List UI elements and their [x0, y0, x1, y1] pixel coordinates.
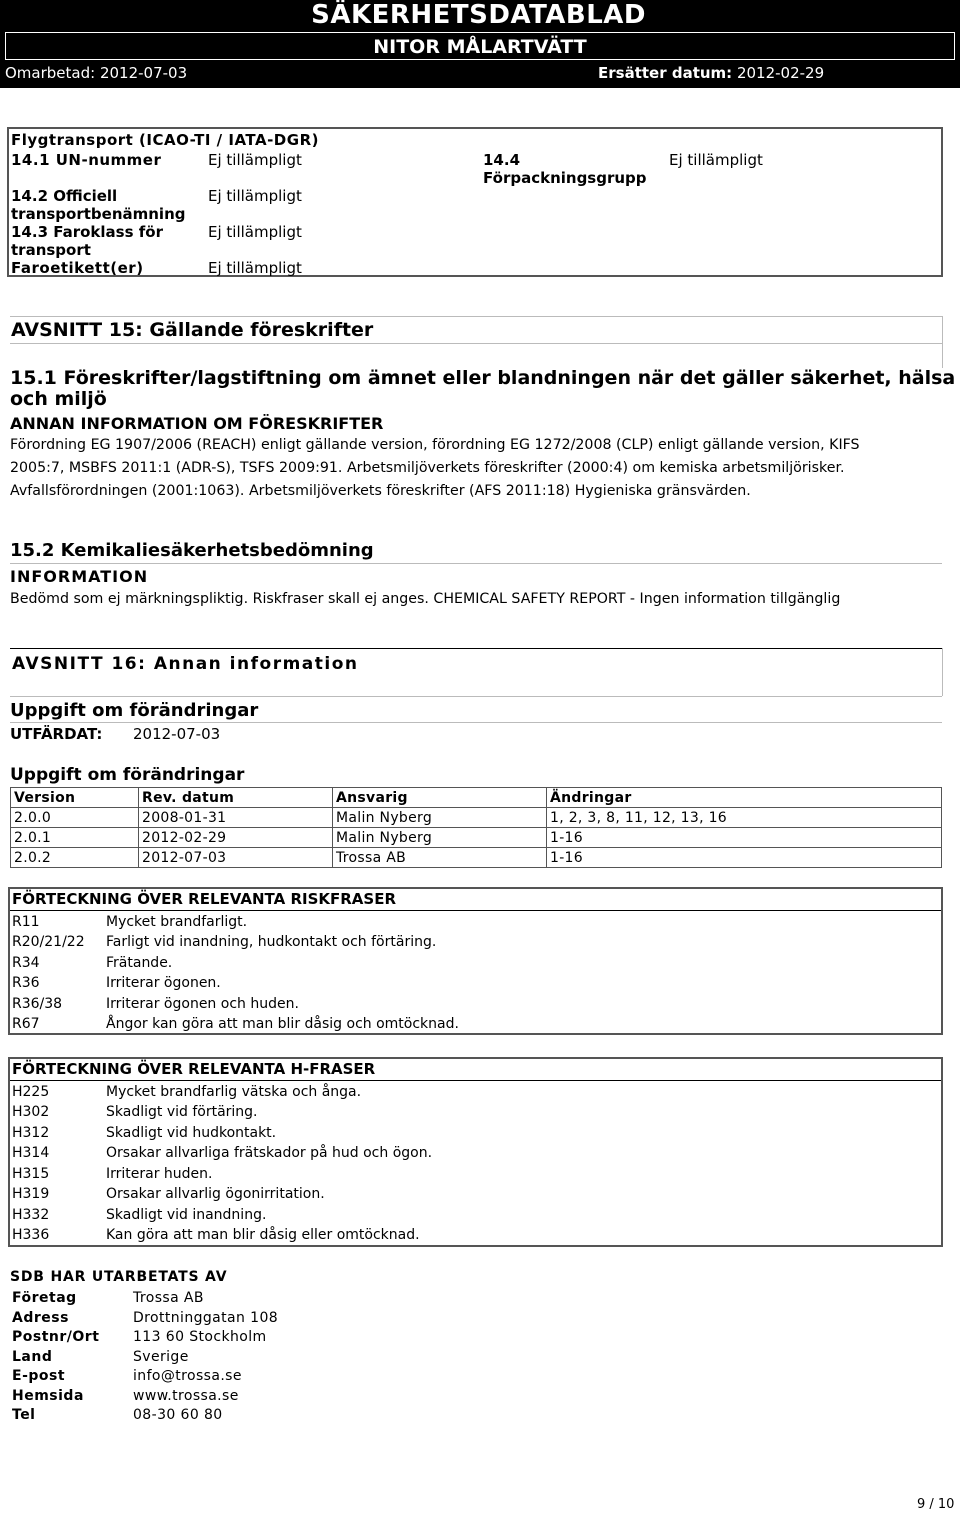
cell-version: 2.0.0	[11, 808, 139, 828]
air-transport-box	[7, 127, 943, 277]
table-row	[11, 828, 942, 848]
cell-version: 2.0.2	[11, 848, 139, 868]
author-value: Drottninggatan 108	[133, 1310, 279, 1326]
section15-1-title-line2: och miljö	[10, 388, 107, 410]
section15-bottom-rule	[10, 343, 942, 344]
issued-value: 2012-07-03	[133, 725, 221, 743]
packing-group-label-1: 14.4	[483, 151, 521, 169]
other-info-title: ANNAN INFORMATION OM FÖRESKRIFTER	[10, 414, 384, 433]
revision-table	[10, 787, 942, 868]
h-phrase-text: Skadligt vid inandning.	[106, 1207, 267, 1223]
hazard-labels-value: Ej tillämpligt	[208, 259, 302, 277]
author-value: 08-30 60 80	[133, 1407, 223, 1423]
h-phrases-title: FÖRTECKNING ÖVER RELEVANTA H-FRASER	[12, 1060, 376, 1078]
section16-top-rule	[10, 648, 942, 649]
r-phrases-title: FÖRTECKNING ÖVER RELEVANTA RISKFRASER	[12, 890, 397, 908]
product-name: NITOR MÅLARTVÄTT	[373, 36, 587, 58]
packing-group-label-2: Förpackningsgrupp	[483, 169, 647, 187]
h-phrase-code: H332	[12, 1207, 50, 1223]
author-value: Trossa AB	[133, 1290, 204, 1306]
un-number-label: 14.1 UN-nummer	[11, 151, 162, 169]
cell-responsible: Malin Nyberg	[333, 808, 547, 828]
revised-label: Omarbetad:	[5, 64, 96, 82]
cell-version: 2.0.1	[11, 828, 139, 848]
h-phrase-code: H336	[12, 1227, 50, 1243]
revised-date: 2012-07-03	[99, 64, 188, 82]
r-phrases-rule	[10, 910, 941, 911]
author-label: Adress	[12, 1310, 69, 1326]
shipping-name-value: Ej tillämpligt	[208, 187, 302, 205]
hazard-class-label-1: 14.3 Faroklass för	[11, 223, 163, 241]
cell-changes: 1-16	[547, 848, 942, 868]
r-phrase-text: Irriterar ögonen och huden.	[106, 996, 299, 1012]
author-value: Sverige	[133, 1349, 189, 1365]
air-transport-title: Flygtransport (ICAO-TI / IATA-DGR)	[11, 131, 319, 149]
r-phrase-code: R20/21/22	[12, 934, 85, 950]
table-row	[11, 808, 942, 828]
author-label: Land	[12, 1349, 53, 1365]
h-phrase-text: Mycket brandfarlig vätska och ånga.	[106, 1084, 362, 1100]
supersedes-date: 2012-02-29	[736, 64, 825, 82]
author-email[interactable]: info@trossa.se	[133, 1368, 242, 1384]
changes-title: Uppgift om förändringar	[10, 700, 259, 721]
r-phrase-code: R34	[12, 955, 40, 971]
section16-side-rule	[942, 648, 943, 696]
h-phrase-code: H225	[12, 1084, 50, 1100]
h-phrase-text: Kan göra att man blir dåsig eller omtöcknad.	[106, 1227, 420, 1243]
cell-changes: 1-16	[547, 828, 942, 848]
h-phrase-text: Skadligt vid hudkontakt.	[106, 1125, 277, 1141]
section15-title: AVSNITT 15: Gällande föreskrifter	[11, 319, 374, 341]
section15-2-rule	[10, 563, 942, 564]
changes-title-2: Uppgift om förändringar	[10, 765, 245, 785]
regulation-text-line2: 2005:7, MSBFS 2011:1 (ADR-S), TSFS 2009:91. Arbetsmiljöverkets föreskrifter (2000:4) om kemiska arbetsmiljörisker.	[10, 460, 845, 476]
author-label: Företag	[12, 1290, 77, 1306]
h-phrase-text: Irriterar huden.	[106, 1166, 213, 1182]
h-phrase-text: Orsakar allvarliga frätskador på hud och ögon.	[106, 1145, 433, 1161]
document-title: SÄKERHETSDATABLAD	[311, 0, 646, 30]
hazard-class-value: Ej tillämpligt	[208, 223, 302, 241]
r-phrase-code: R11	[12, 914, 40, 930]
hazard-labels-label: Faroetikett(er)	[11, 259, 144, 277]
section15-2-title: 15.2 Kemikaliesäkerhetsbedömning	[10, 540, 374, 561]
revised-info	[5, 64, 187, 82]
cell-responsible: Malin Nyberg	[333, 828, 547, 848]
h-phrase-text: Orsakar allvarlig ögonirritation.	[106, 1186, 325, 1202]
author-website[interactable]: www.trossa.se	[133, 1388, 239, 1404]
cell-changes: 1, 2, 3, 8, 11, 12, 13, 16	[547, 808, 942, 828]
information-text: Bedömd som ej märkningspliktig. Riskfraser skall ej anges. CHEMICAL SAFETY REPORT - Ingen information tillgänglig	[10, 591, 841, 607]
section16-title: AVSNITT 16: Annan information	[12, 654, 359, 674]
information-title: INFORMATION	[10, 567, 149, 586]
r-phrase-text: Frätande.	[106, 955, 173, 971]
column-header-version: Version	[11, 788, 139, 808]
r-phrase-text: Irriterar ögonen.	[106, 975, 221, 991]
cell-rev-date: 2008-01-31	[139, 808, 333, 828]
column-header-changes: Ändringar	[547, 788, 942, 808]
supersedes-info	[598, 64, 824, 82]
h-phrase-code: H312	[12, 1125, 50, 1141]
cell-rev-date: 2012-02-29	[139, 828, 333, 848]
regulation-text-line1: Förordning EG 1907/2006 (REACH) enligt gällande version, förordning EG 1272/2008 (CLP) enligt gällande version, KIFS	[10, 437, 860, 453]
r-phrase-code: R36/38	[12, 996, 63, 1012]
author-label: Tel	[12, 1407, 36, 1423]
h-phrases-rule	[10, 1080, 941, 1081]
h-phrase-code: H319	[12, 1186, 50, 1202]
r-phrase-code: R36	[12, 975, 40, 991]
supersedes-label: Ersätter datum:	[598, 64, 733, 82]
h-phrase-text: Skadligt vid förtäring.	[106, 1104, 258, 1120]
shipping-name-label-1: 14.2 Officiell	[11, 187, 118, 205]
page-number: 9 / 10	[917, 1497, 955, 1512]
h-phrase-code: H314	[12, 1145, 50, 1161]
r-phrase-text: Mycket brandfarligt.	[106, 914, 248, 930]
shipping-name-label-2: transportbenämning	[11, 205, 186, 223]
section15-side-rule	[942, 316, 943, 368]
author-label: Hemsida	[12, 1388, 84, 1404]
section15-1-title-line1: 15.1 Föreskrifter/lagstiftning om ämnet eller blandningen när det gäller säkerhet, hälsa	[10, 367, 956, 389]
r-phrase-code: R67	[12, 1016, 40, 1032]
cell-responsible: Trossa AB	[333, 848, 547, 868]
section16-bottom-rule	[10, 696, 942, 697]
un-number-value: Ej tillämpligt	[208, 151, 302, 169]
regulation-text-line3: Avfallsförordningen (2001:1063). Arbetsmiljöverkets föreskrifter (AFS 2011:18) Hygieniska gränsvärden.	[10, 483, 751, 499]
author-label: Postnr/Ort	[12, 1329, 100, 1345]
r-phrase-text: Ångor kan göra att man blir dåsig och omtöcknad.	[106, 1016, 459, 1032]
hazard-class-label-2: transport	[11, 241, 91, 259]
author-label: E-post	[12, 1368, 66, 1384]
h-phrase-code: H315	[12, 1166, 50, 1182]
author-value: 113 60 Stockholm	[133, 1329, 267, 1345]
column-header-responsible: Ansvarig	[333, 788, 547, 808]
issued-label: UTFÄRDAT:	[10, 725, 103, 743]
r-phrase-text: Farligt vid inandning, hudkontakt och förtäring.	[106, 934, 437, 950]
section15-top-rule	[10, 316, 942, 317]
h-phrase-code: H302	[12, 1104, 50, 1120]
table-header-row	[11, 788, 942, 808]
changes-rule	[10, 722, 942, 723]
packing-group-value: Ej tillämpligt	[669, 151, 763, 169]
table-row	[11, 848, 942, 868]
column-header-rev-date: Rev. datum	[139, 788, 333, 808]
author-title: SDB HAR UTARBETATS AV	[10, 1269, 228, 1285]
cell-rev-date: 2012-07-03	[139, 848, 333, 868]
